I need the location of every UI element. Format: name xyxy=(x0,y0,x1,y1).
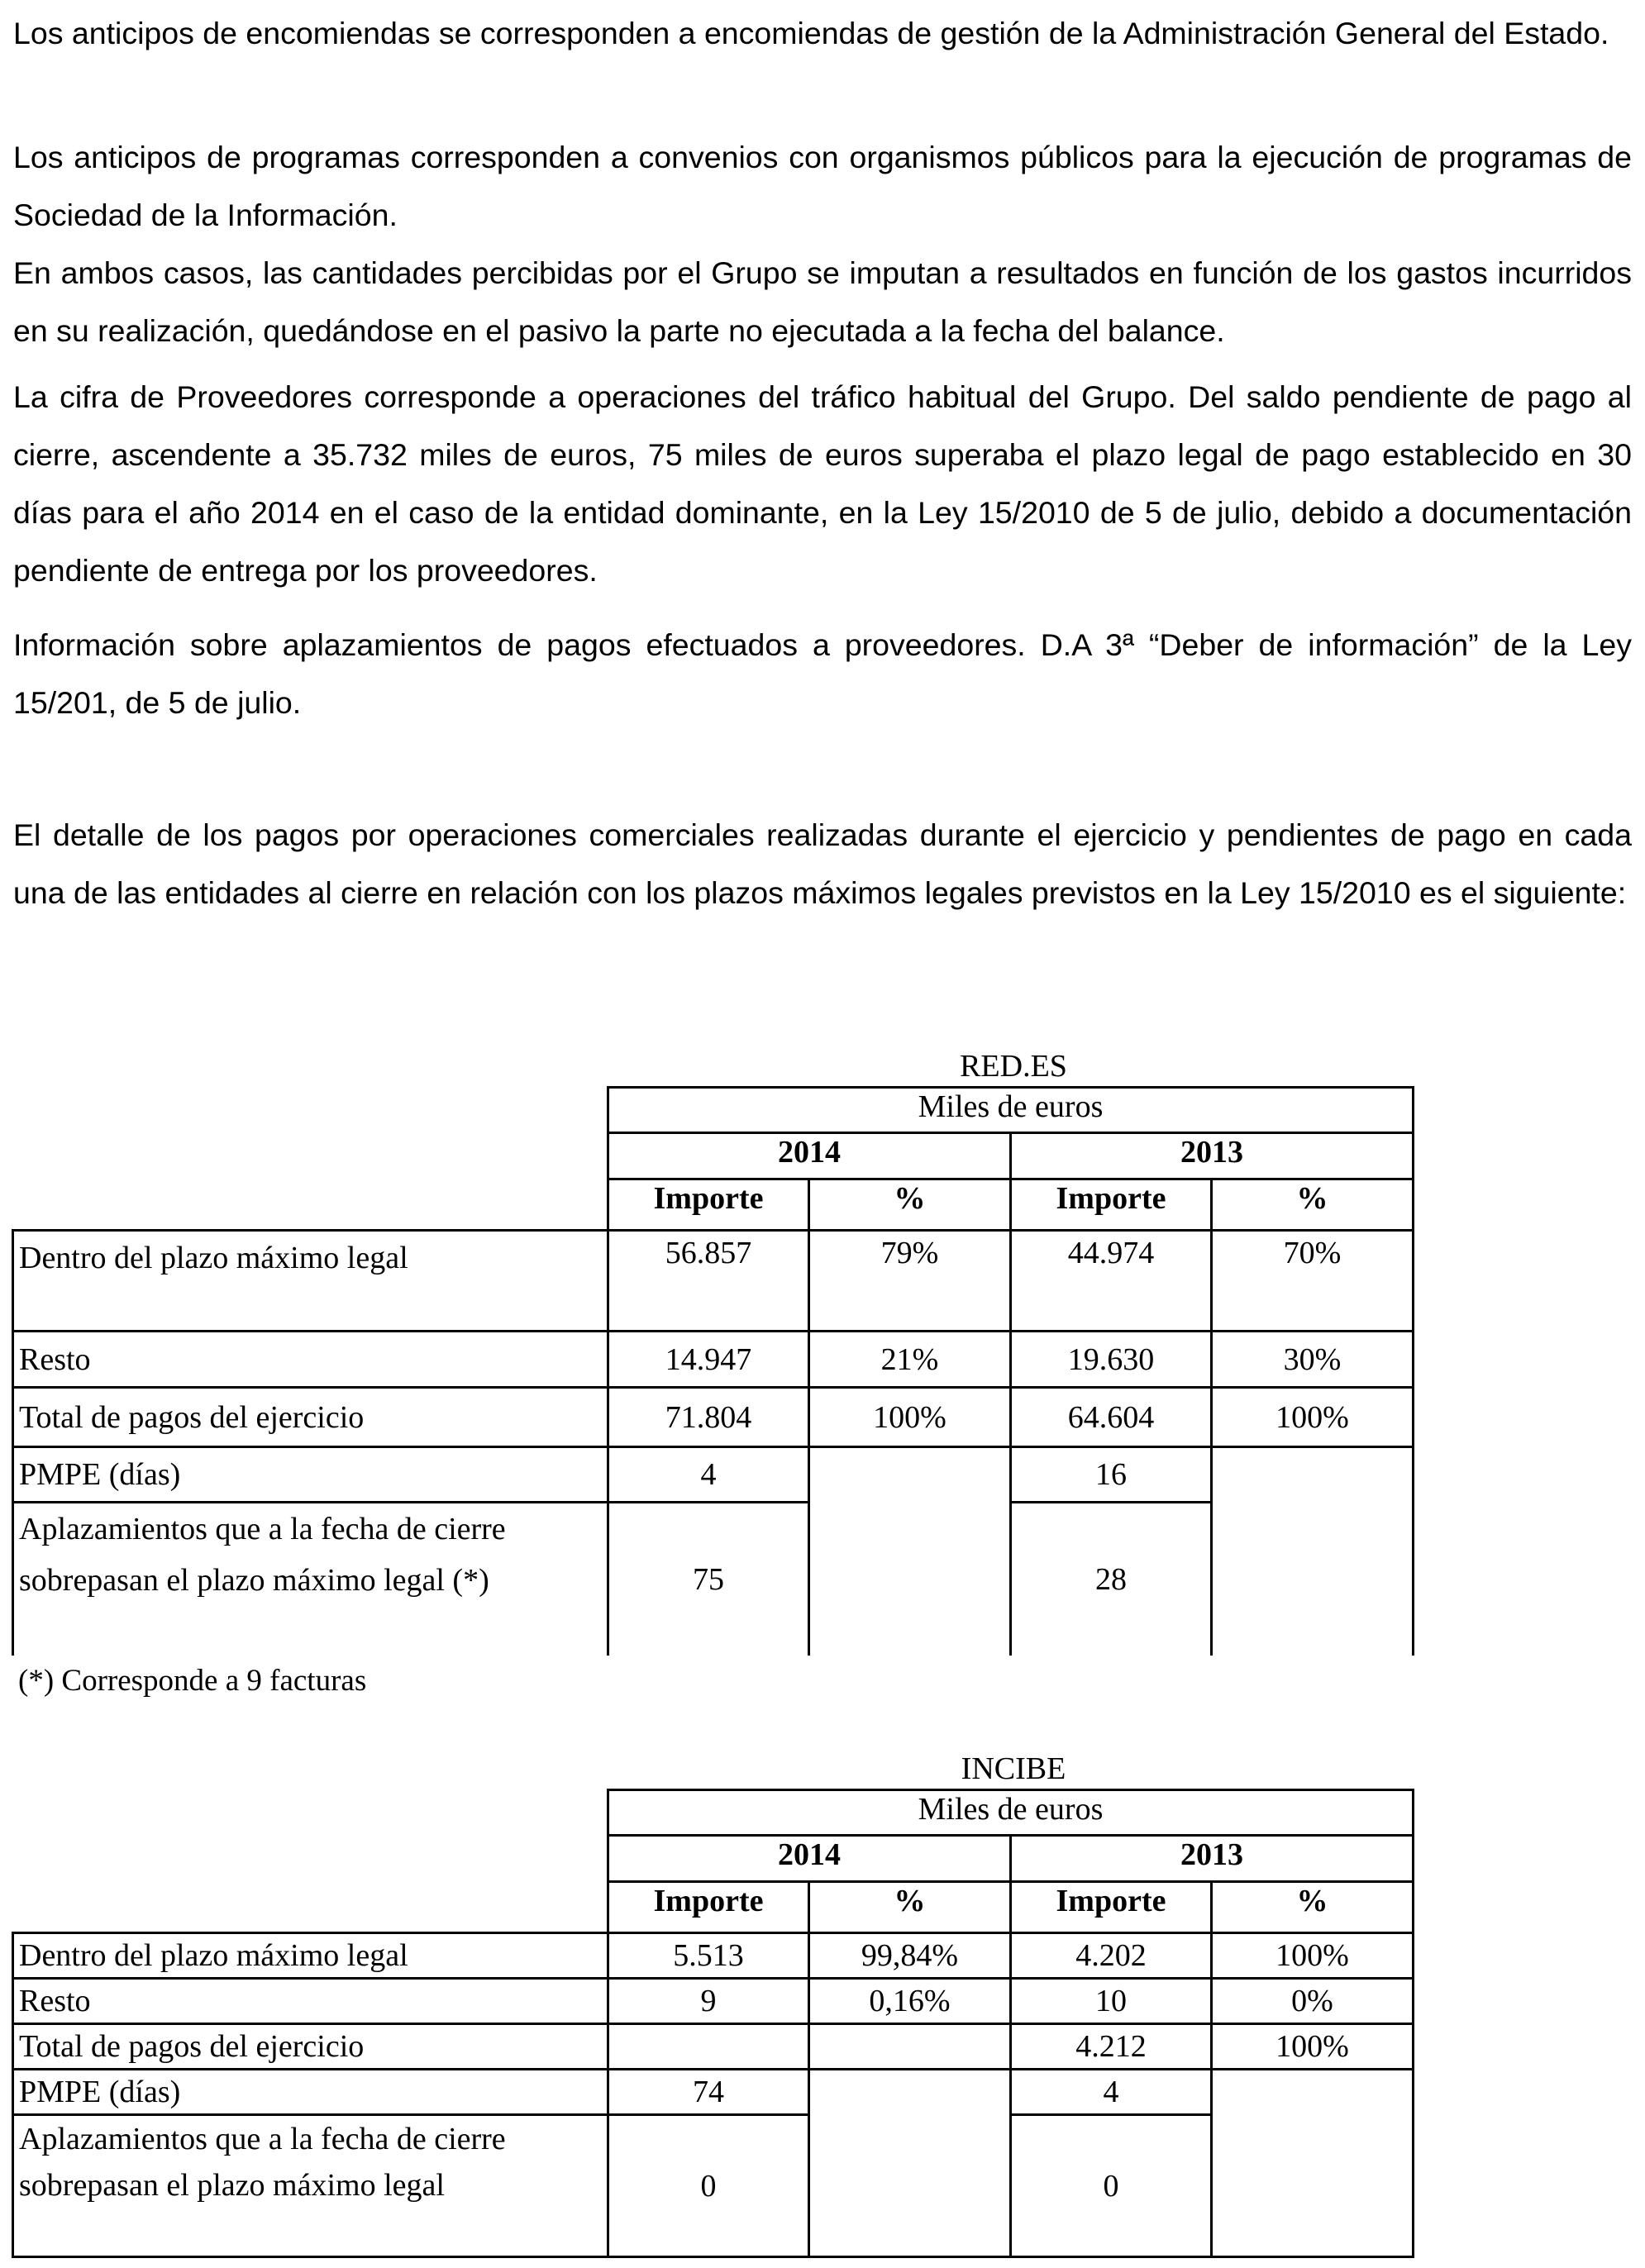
year-header-2014: 2014 xyxy=(608,1133,1011,1179)
row-label: PMPE (días) xyxy=(13,2070,608,2115)
cell-value: 4.202 xyxy=(1011,1933,1212,1979)
col-header-percent: % xyxy=(1212,1882,1414,1933)
cell-value: 74 xyxy=(608,2070,809,2115)
cell-value xyxy=(809,2024,1011,2070)
table-incibe xyxy=(12,1789,1414,2258)
cell-value: 0 xyxy=(608,2115,809,2257)
cell-value: 19.630 xyxy=(1011,1332,1212,1388)
cell-value: 0,16% xyxy=(809,1979,1011,2024)
row-label: Dentro del plazo máximo legal xyxy=(13,1231,608,1332)
cell-value xyxy=(608,2024,809,2070)
table-title-incibe: INCIBE xyxy=(961,1751,1066,1786)
row-label: Aplazamientos que a la fecha de cierre sobrepasan el plazo máximo legal xyxy=(13,2115,608,2257)
cell-value: 64.604 xyxy=(1011,1388,1212,1447)
cell-value: 79% xyxy=(809,1231,1011,1332)
paragraph-detalle-pagos: El detalle de los pagos por operaciones comerciales realizadas durante el ejercicio y pendientes de pago en cada una de las entidades al cierre en relación con los plazos máximos legales previstos en la Ley 15/2010 es el siguiente: xyxy=(13,817,1632,910)
cell-value: 44.974 xyxy=(1011,1231,1212,1332)
cell-value: 5.513 xyxy=(608,1933,809,1979)
table-redes xyxy=(12,1086,1414,1656)
paragraph-proveedores: La cifra de Proveedores corresponde a operaciones del tráfico habitual del Grupo. Del saldo pendiente de pago al cierre, ascendente a 35.732 miles de euros, 75 miles de euros superaba el plazo legal de pago establecido en 30 días para el año 2014 en el caso de la entidad dominante, en la Ley 15/2010 de 5 de julio, debido a documentación pendiente de entrega por los proveedores. xyxy=(13,379,1632,588)
row-label: PMPE (días) xyxy=(13,1447,608,1503)
row-label: Aplazamientos que a la fecha de cierre sobrepasan el plazo máximo legal (*) xyxy=(13,1503,608,1656)
row-label: Resto xyxy=(13,1332,608,1388)
col-header-percent: % xyxy=(809,1179,1011,1231)
cell-value: 100% xyxy=(1212,1388,1414,1447)
cell-value: 16 xyxy=(1011,1447,1212,1503)
col-header-importe: Importe xyxy=(1011,1882,1212,1933)
cell-value: 99,84% xyxy=(809,1933,1011,1979)
cell-value: 75 xyxy=(608,1503,809,1656)
cell-value: 30% xyxy=(1212,1332,1414,1388)
col-header-importe: Importe xyxy=(1011,1179,1212,1231)
cell-value: 0 xyxy=(1011,2115,1212,2257)
row-label: Resto xyxy=(13,1979,608,2024)
cell-value: 100% xyxy=(1212,2024,1414,2070)
paragraph-programas: Los anticipos de programas corresponden a convenios con organismos públicos para la ejecución de programas de Sociedad de la Información. xyxy=(13,140,1632,232)
unit-header: Miles de euros xyxy=(608,1088,1414,1133)
paragraph-encomiendas: Los anticipos de encomiendas se corresponden a encomiendas de gestión de la Administración General del Estado. xyxy=(13,16,1609,50)
cell-value: 0% xyxy=(1212,1979,1414,2024)
paragraph-ambos-casos: En ambos casos, las cantidades percibidas por el Grupo se imputan a resultados en función de los gastos incurridos en su realización, quedándose en el pasivo la parte no ejecutada a la fecha del balance. xyxy=(13,255,1632,348)
footnote-redes: (*) Corresponde a 9 facturas xyxy=(18,1664,367,1698)
cell-value: 28 xyxy=(1011,1503,1212,1656)
cell-value: 100% xyxy=(1212,1933,1414,1979)
col-header-percent: % xyxy=(809,1882,1011,1933)
cell-value: 70% xyxy=(1212,1231,1414,1332)
row-label: Total de pagos del ejercicio xyxy=(13,2024,608,2070)
col-header-importe: Importe xyxy=(608,1882,809,1933)
col-header-percent: % xyxy=(1212,1179,1414,1231)
paragraph-aplazamientos-info: Información sobre aplazamientos de pagos efectuados a proveedores. D.A 3ª “Deber de información” de la Ley 15/201, de 5 de julio. xyxy=(13,627,1632,720)
cell-value: 14.947 xyxy=(608,1332,809,1388)
year-header-2013: 2013 xyxy=(1011,1836,1414,1882)
row-label: Total de pagos del ejercicio xyxy=(13,1388,608,1447)
row-label: Dentro del plazo máximo legal xyxy=(13,1933,608,1979)
year-header-2013: 2013 xyxy=(1011,1133,1414,1179)
cell-value: 10 xyxy=(1011,1979,1212,2024)
cell-value: 4.212 xyxy=(1011,2024,1212,2070)
col-header-importe: Importe xyxy=(608,1179,809,1231)
cell-value: 4 xyxy=(1011,2070,1212,2115)
cell-value: 21% xyxy=(809,1332,1011,1388)
year-header-2014: 2014 xyxy=(608,1836,1011,1882)
cell-value: 4 xyxy=(608,1447,809,1503)
cell-value: 100% xyxy=(809,1388,1011,1447)
cell-value: 71.804 xyxy=(608,1388,809,1447)
cell-value: 9 xyxy=(608,1979,809,2024)
table-title-redes: RED.ES xyxy=(960,1049,1067,1084)
unit-header: Miles de euros xyxy=(608,1790,1414,1836)
cell-value: 56.857 xyxy=(608,1231,809,1332)
